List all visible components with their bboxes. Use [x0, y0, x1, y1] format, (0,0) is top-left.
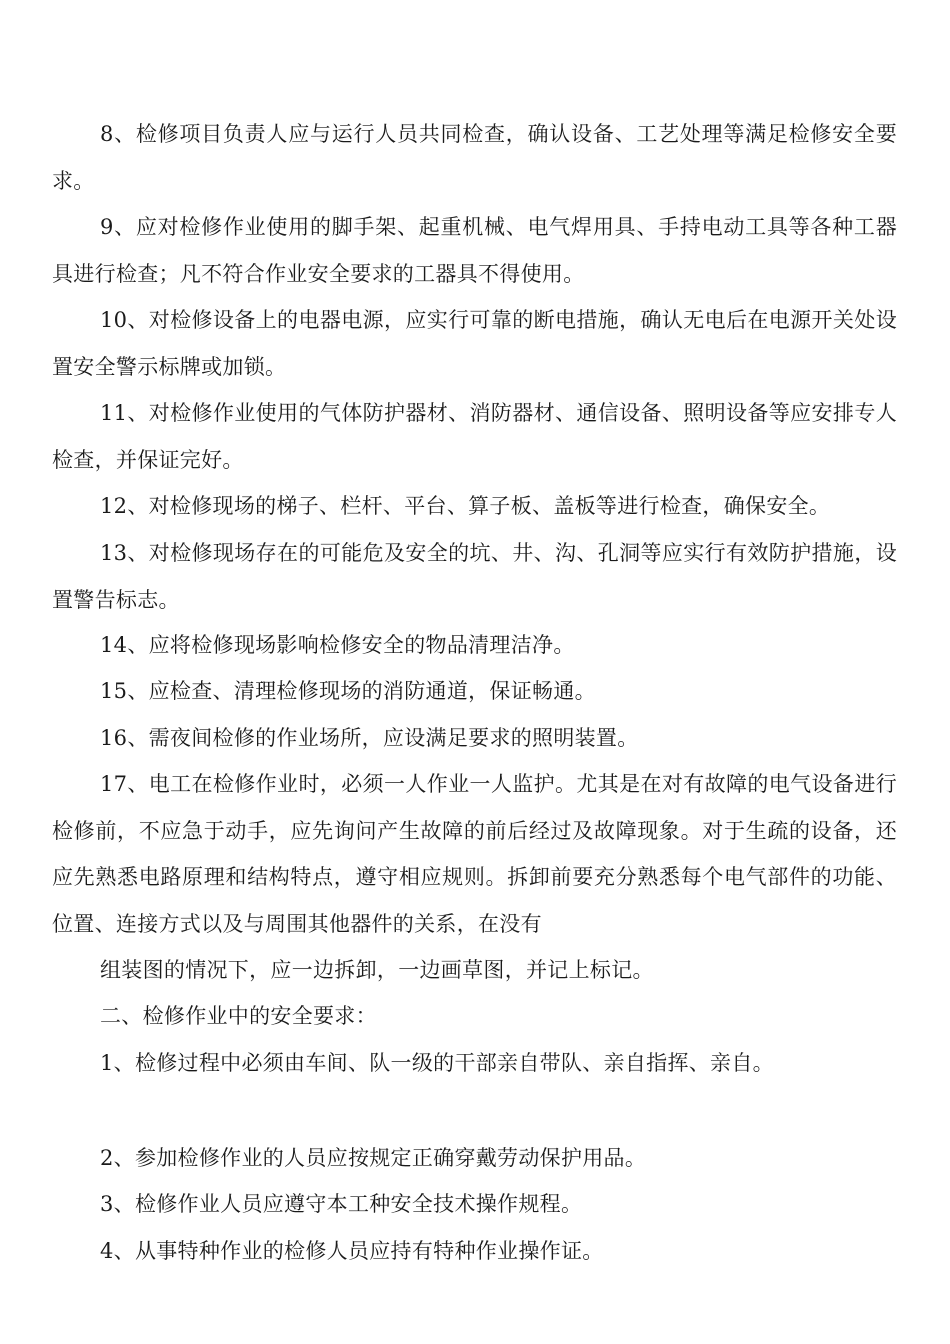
paragraph-item-14: 14、应将检修现场影响检修安全的物品清理洁净。 [100, 633, 575, 657]
paragraph-item-11: 11、对检修作业使用的气体防护器材、消防器材、通信设备、照明设备等应安排专人检查，并保证完好。 [52, 401, 897, 472]
paragraph-requirement-4: 4、从事特种作业的检修人员应持有特种作业操作证。 [100, 1239, 604, 1263]
paragraph-item-10: 10、对检修设备上的电器电源，应实行可靠的断电措施，确认无电后在电源开关处设置安全警示标牌或加锁。 [52, 308, 897, 379]
paragraph-item-12: 12、对检修现场的梯子、栏杆、平台、算子板、盖板等进行检查，确保安全。 [100, 494, 831, 518]
paragraph-requirement-2: 2、参加检修作业的人员应按规定正确穿戴劳动保护用品。 [100, 1146, 647, 1170]
paragraph-item-16: 16、需夜间检修的作业场所，应设满足要求的照明装置。 [100, 726, 639, 750]
paragraph-item-15: 15、应检查、清理检修现场的消防通道，保证畅通。 [100, 679, 596, 703]
section-heading-2: 二、检修作业中的安全要求： [100, 1004, 377, 1028]
paragraph-item-17: 17、电工在检修作业时，必须一人作业一人监护。尤其是在对有故障的电气设备进行检修前，不应急于动手，应先询问产生故障的前后经过及故障现象。对于生疏的设备，还应先熟悉电路原理和结构特点，遵守相应规则。拆卸前要充分熟悉每个电气部件的功能、位置、连接方式以及与周围其他器件的关系，在没有 [52, 772, 897, 936]
paragraph-item-8: 8、检修项目负责人应与运行人员共同检查，确认设备、工艺处理等满足检修安全要求。 [52, 122, 897, 193]
paragraph-requirement-1: 1、检修过程中必须由车间、队一级的干部亲自带队、亲自指挥、亲自。 [100, 1051, 774, 1075]
paragraph-requirement-3: 3、检修作业人员应遵守本工种安全技术操作规程。 [100, 1192, 583, 1216]
paragraph-continuation: 组装图的情况下，应一边拆卸，一边画草图，并记上标记。 [100, 958, 654, 982]
paragraph-item-9: 9、应对检修作业使用的脚手架、起重机械、电气焊用具、手持电动工具等各种工器具进行检查；凡不符合作业安全要求的工器具不得使用。 [52, 215, 897, 286]
paragraph-item-13: 13、对检修现场存在的可能危及安全的坑、井、沟、孔洞等应实行有效防护措施，设置警告标志。 [52, 541, 897, 612]
